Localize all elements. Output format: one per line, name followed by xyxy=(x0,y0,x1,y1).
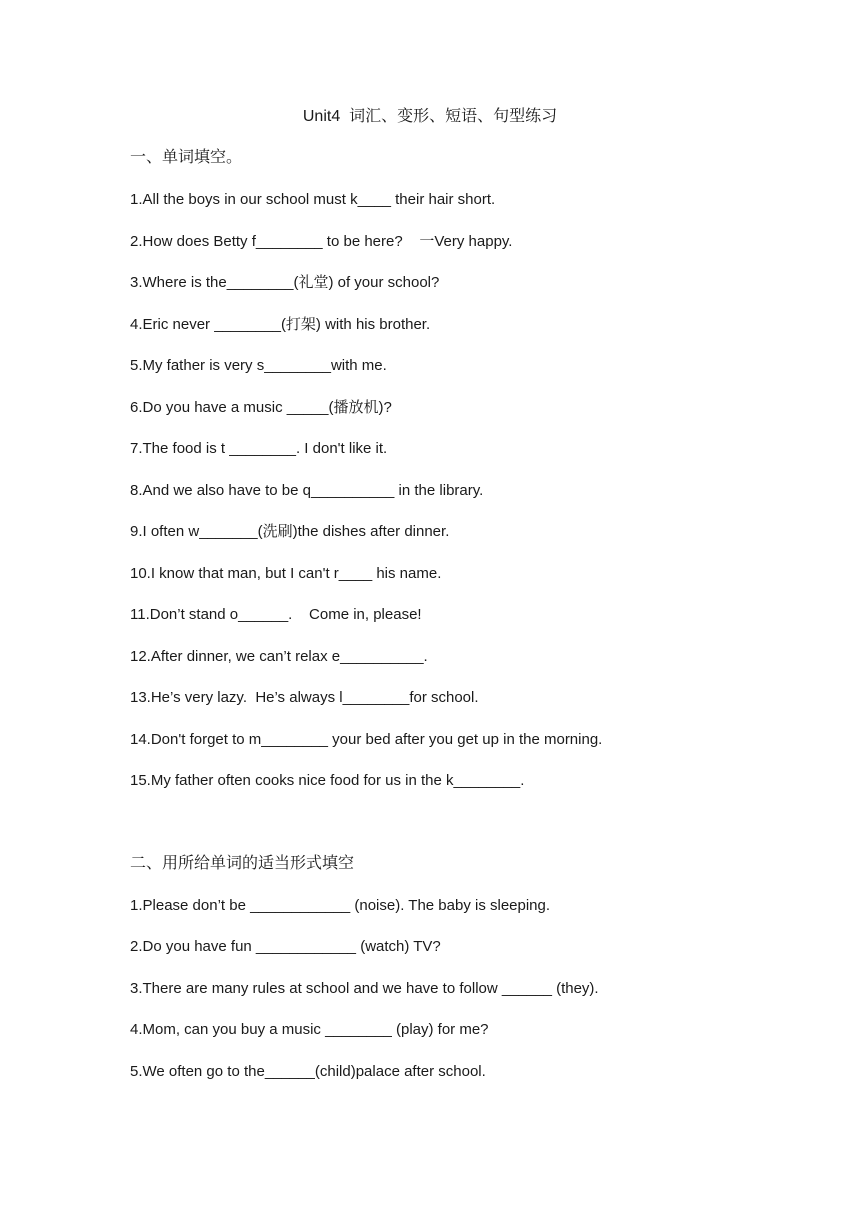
section2-heading: 二、用所给单词的适当形式填空 xyxy=(130,855,355,872)
section2-question-4: 4.Mom, can you buy a music ________ (play) for me? xyxy=(130,1021,489,1038)
section1-question-1: 1.All the boys in our school must k____ their hair short. xyxy=(130,191,496,208)
section1-question-12: 12.After dinner, we can’t relax e__________. xyxy=(130,648,428,665)
section2-question-1: 1.Please don’t be ____________ (noise). The baby is sleeping. xyxy=(130,897,551,914)
section1-question-6: 6.Do you have a music _____(播放机)? xyxy=(130,399,392,416)
section1-question-10: 10.I know that man, but I can't r____ his name. xyxy=(130,565,442,582)
section2-question-2: 2.Do you have fun ____________ (watch) TV? xyxy=(130,938,441,955)
section1-question-7: 7.The food is t ________. I don't like it. xyxy=(130,440,388,457)
section1-question-4: 4.Eric never ________(打架) with his brother. xyxy=(130,316,431,333)
page-title: Unit4 词汇、变形、短语、句型练习 xyxy=(302,108,558,125)
section1-question-15: 15.My father often cooks nice food for us in the k________. xyxy=(130,772,525,789)
section1-question-3: 3.Where is the________(礼堂) of your school? xyxy=(130,274,440,291)
section1-question-13: 13.He’s very lazy. He’s always l________for school. xyxy=(130,689,479,706)
section1-question-5: 5.My father is very s________with me. xyxy=(130,357,387,374)
section2-question-5: 5.We often go to the______(child)palace after school. xyxy=(130,1063,486,1080)
section1-question-8: 8.And we also have to be q__________ in the library. xyxy=(130,482,484,499)
section1-question-11: 11.Don’t stand o______. Come in, please! xyxy=(130,606,422,623)
section1-heading: 一、单词填空。 xyxy=(130,149,243,166)
section1-question-2: 2.How does Betty f________ to be here? 一Very happy. xyxy=(130,233,513,250)
section1-question-9: 9.I often w_______(洗刷)the dishes after dinner. xyxy=(130,523,450,540)
section2-question-3: 3.There are many rules at school and we have to follow ______ (they). xyxy=(130,980,599,997)
section1-question-14: 14.Don't forget to m________ your bed after you get up in the morning. xyxy=(130,731,603,748)
